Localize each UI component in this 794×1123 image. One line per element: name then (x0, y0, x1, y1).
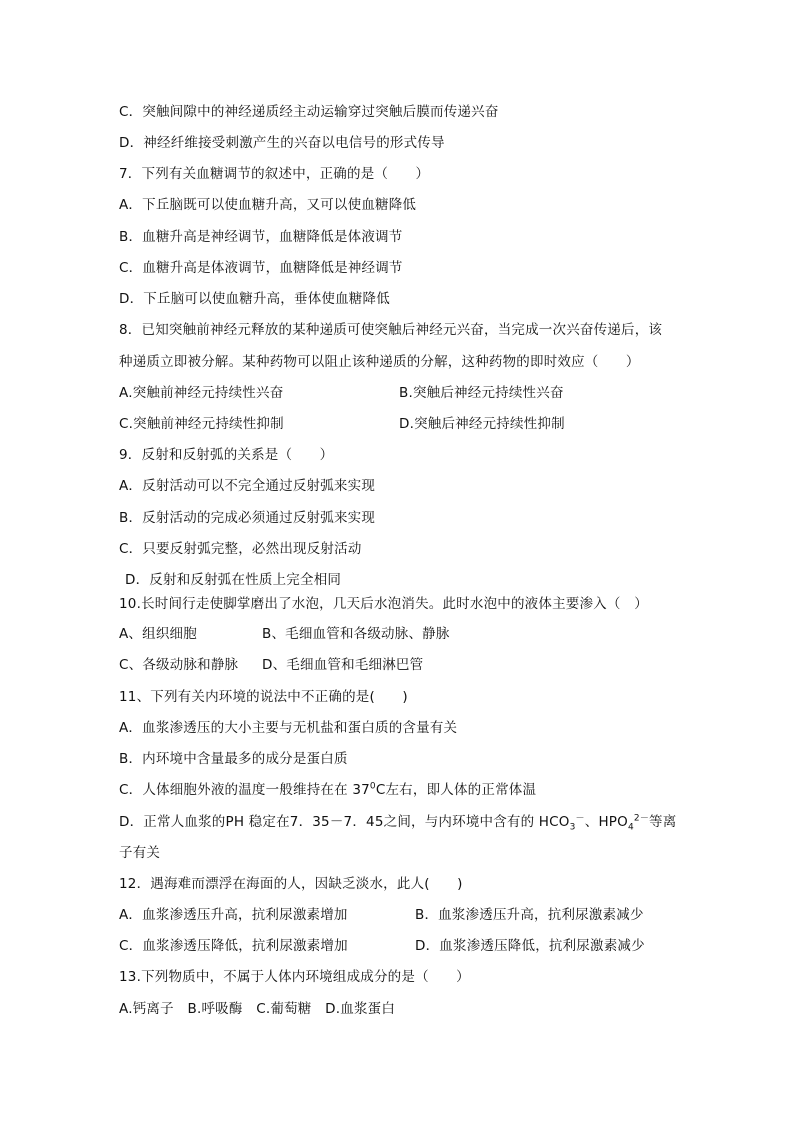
question-8-line1: 8．已知突触前神经元释放的某种递质可使突触后神经元兴奋，当完成一次兴奋传递后，该 (119, 322, 663, 338)
q11-option-a: A．血浆渗透压的大小主要与无机盐和蛋白质的含量有关 (119, 720, 458, 736)
q8-option-a: A.突触前神经元持续性兴奋 (119, 385, 284, 401)
q10-option-d: D、毛细血管和毛细淋巴管 (262, 657, 424, 673)
q11c-text-pre: C．人体细胞外液的温度一般维持在在 37 (119, 782, 370, 798)
q7-option-b: B．血糖升高是神经调节，血糖降低是体液调节 (119, 229, 403, 245)
q9-option-d: D．反射和反射弧在性质上完全相同 (125, 572, 342, 588)
q9-option-c: C．只要反射弧完整，必然出现反射活动 (119, 541, 362, 557)
q12-option-c: C．血浆渗透压降低，抗利尿激素增加 (119, 938, 348, 954)
q12-option-d: D．血浆渗透压降低，抗利尿激素减少 (415, 938, 645, 954)
q7-option-d: D．下丘脑可以使血糖升高，垂体使血糖降低 (119, 291, 390, 307)
q9-option-b: B．反射活动的完成必须通过反射弧来实现 (119, 510, 376, 526)
q10-option-c: C、各级动脉和静脉 (119, 657, 239, 673)
q11d-text-pre: D．正常人血浆的PH 稳定在7．35－7．45之间，与内环境中含有的 HCO (119, 814, 570, 830)
q11-option-b: B．内环境中含量最多的成分是蛋白质 (119, 751, 348, 767)
q11d-sup-2: 2－ (633, 813, 650, 824)
q11d-text-post: 等离 (649, 814, 677, 830)
q11-option-d-line2: 子有关 (119, 845, 161, 861)
question-12: 12．遇海难而漂浮在海面的人，因缺乏淡水，此人( ) (119, 876, 463, 892)
question-9: 9．反射和反射弧的关系是（ ） (119, 447, 334, 463)
q11d-text-mid: 、HPO (584, 814, 628, 830)
q12-option-a: A．血浆渗透压升高，抗利尿激素增加 (119, 907, 348, 923)
q12-option-b: B．血浆渗透压升高，抗利尿激素减少 (415, 907, 644, 923)
q10-option-b: B、毛细血管和各级动脉、静脉 (262, 626, 450, 642)
question-11: 11、下列有关内环境的说法中不正确的是( ) (119, 689, 408, 705)
q6-option-c: C．突触间隙中的神经递质经主动运输穿过突触后膜而传递兴奋 (119, 104, 499, 120)
q11-option-d (119, 813, 676, 831)
q10-option-a: A、组织细胞 (119, 626, 197, 642)
question-13: 13.下列物质中，不属于人体内环境组成成分的是（ ） (119, 969, 470, 985)
q11c-degree-sup: 0 (369, 781, 376, 792)
q11d-sub-1: 3 (569, 822, 576, 833)
question-8-line2: 种递质立即被分解。某种药物可以阻止该种递质的分解，这种药物的即时效应（ ） (119, 354, 640, 370)
q8-option-d: D.突触后神经元持续性抑制 (399, 416, 565, 432)
q8-option-b: B.突触后神经元持续性兴奋 (399, 385, 564, 401)
q9-option-a: A．反射活动可以不完全通过反射弧来实现 (119, 478, 376, 494)
q8-option-c: C.突触前神经元持续性抑制 (119, 416, 284, 432)
q13-options: A.钙离子 B.呼吸酶 C.葡萄糖 D.血浆蛋白 (119, 1001, 396, 1017)
q11d-sub-2: 4 (627, 822, 634, 833)
q6-option-d: D．神经纤维接受刺激产生的兴奋以电信号的形式传导 (119, 135, 445, 151)
q11-option-c (119, 781, 536, 799)
question-7: 7．下列有关血糖调节的叙述中，正确的是（ ） (119, 166, 430, 182)
question-10: 10.长时间行走使脚掌磨出了水泡，几天后水泡消失。此时水泡中的液体主要渗入（ ） (119, 596, 648, 612)
q11c-text-post: C左右，即人体的正常体温 (375, 782, 537, 798)
q7-option-a: A．下丘脑既可以使血糖升高，又可以使血糖降低 (119, 197, 417, 213)
q11d-sup-1: － (575, 813, 585, 824)
q7-option-c: C．血糖升高是体液调节，血糖降低是神经调节 (119, 260, 403, 276)
